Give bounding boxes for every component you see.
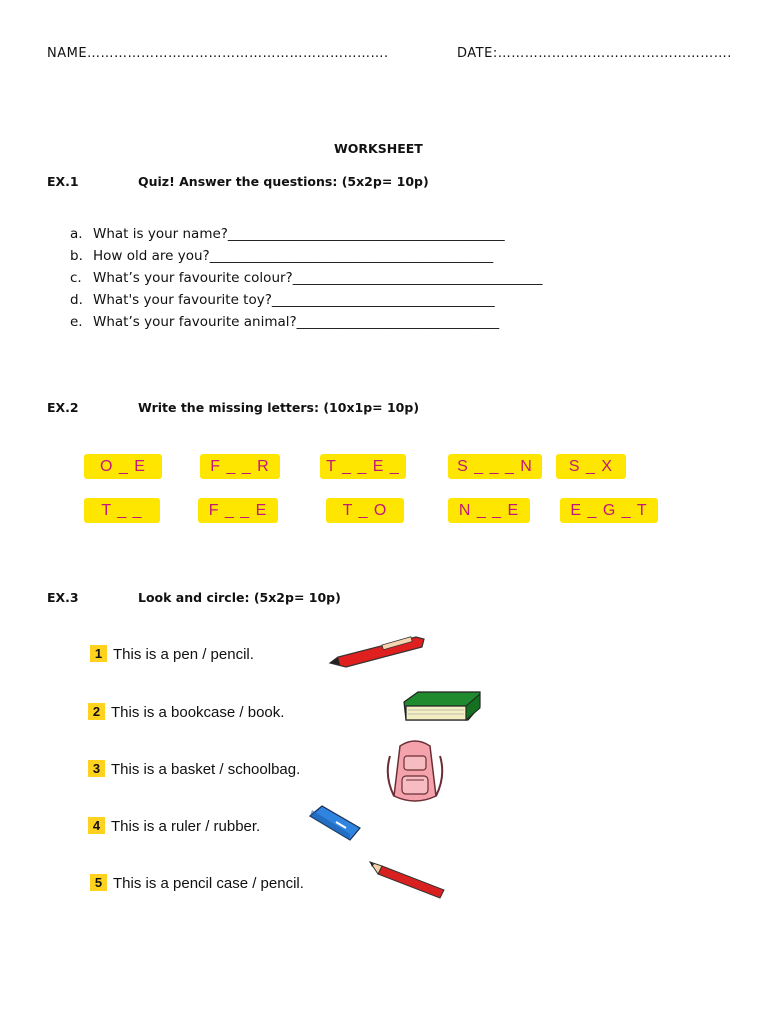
name-field[interactable]: NAME…………………………………………………………. <box>47 46 389 61</box>
book-icon <box>402 688 484 724</box>
word-tile[interactable]: S _ X <box>556 454 626 479</box>
question-text: What’s your favourite animal?______________________________ <box>93 314 500 330</box>
question-letter: e. <box>70 314 83 330</box>
item-number: 5 <box>90 874 107 891</box>
ex2-label: EX.2 <box>47 400 79 415</box>
ex2-instruction: Write the missing letters: (10x1p= 10p) <box>138 400 420 415</box>
item-number: 4 <box>88 817 105 834</box>
question-d[interactable] <box>70 292 630 314</box>
word-tile[interactable]: S _ _ _ N <box>448 454 542 479</box>
item-text: This is a pencil case / pencil. <box>113 875 304 892</box>
word-tile[interactable]: N _ _ E <box>448 498 530 523</box>
date-field[interactable]: DATE:……………………………………………. <box>457 46 732 61</box>
word-tile[interactable]: T _ O <box>326 498 404 523</box>
circle-item-4[interactable] <box>88 817 260 835</box>
word-tile[interactable]: E _ G _ T <box>560 498 658 523</box>
item-text: This is a basket / schoolbag. <box>111 761 301 778</box>
circle-item-5[interactable] <box>90 874 304 892</box>
question-text: What’s your favourite colour?_____________________________________ <box>93 270 543 286</box>
word-tile[interactable]: O _ E <box>84 454 162 479</box>
item-text: This is a pen / pencil. <box>113 646 254 663</box>
item-number: 1 <box>90 645 107 662</box>
word-tile[interactable]: F _ _ R <box>200 454 280 479</box>
question-letter: c. <box>70 270 82 286</box>
ex3-label: EX.3 <box>47 590 79 605</box>
word-tile[interactable]: T _ _ E _ <box>320 454 406 479</box>
question-text: How old are you?__________________________________________ <box>93 248 494 264</box>
question-c[interactable] <box>70 270 630 292</box>
item-text: This is a ruler / rubber. <box>111 818 261 835</box>
ex3-instruction: Look and circle: (5x2p= 10p) <box>138 590 341 605</box>
question-letter: b. <box>70 248 83 264</box>
question-a[interactable] <box>70 226 630 248</box>
item-number: 2 <box>88 703 105 720</box>
ex1-label: EX.1 <box>47 174 79 189</box>
question-text: What is your name?_________________________________________ <box>93 226 505 242</box>
page-title: WORKSHEET <box>334 141 423 156</box>
question-text: What's your favourite toy?_________________________________ <box>93 292 495 308</box>
pencil-icon <box>368 858 448 900</box>
rubber-icon <box>306 802 364 844</box>
question-b[interactable] <box>70 248 630 270</box>
pen-icon <box>326 633 428 671</box>
question-list <box>70 226 630 336</box>
item-text: This is a bookcase / book. <box>111 704 285 721</box>
word-tile[interactable]: F _ _ E <box>198 498 278 523</box>
question-letter: d. <box>70 292 83 308</box>
schoolbag-icon <box>380 736 450 806</box>
circle-item-3[interactable] <box>88 760 300 778</box>
question-e[interactable] <box>70 314 630 336</box>
word-tile[interactable]: T _ _ <box>84 498 160 523</box>
ex1-instruction: Quiz! Answer the questions: (5x2p= 10p) <box>138 174 429 189</box>
circle-item-1[interactable] <box>90 645 254 663</box>
question-letter: a. <box>70 226 83 242</box>
circle-item-2[interactable] <box>88 703 284 721</box>
item-number: 3 <box>88 760 105 777</box>
